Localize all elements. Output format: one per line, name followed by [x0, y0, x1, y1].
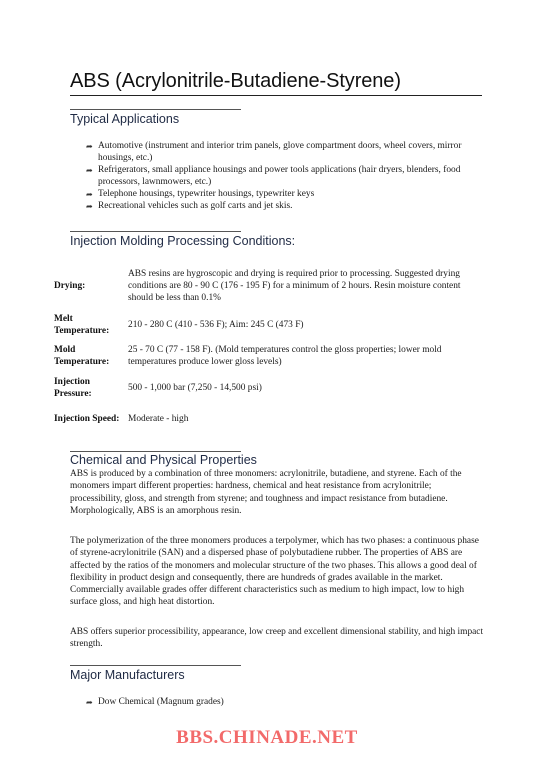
list-item-text: Refrigerators, small appliance housings and power tools applications (hair dryers, blenders, food processors, lawnmowers, etc.): [98, 165, 461, 187]
arrow-bullet-icon: ➦: [86, 202, 93, 211]
condition-label: Injection Pressure:: [54, 377, 92, 399]
condition-value: 500 - 1,000 bar (7,250 - 14,500 psi): [128, 383, 262, 393]
list-item: [86, 200, 486, 212]
list-item-text: Telephone housings, typewriter housings, typewriter keys: [98, 189, 315, 199]
condition-value: ABS resins are hygroscopic and drying is required prior to processing. Suggested drying conditions are 80 - 90 C (176 - 195 F) for a minimum of 2 hours. Resin moisture content should be less than 0.1%: [128, 269, 461, 303]
paragraph: ABS offers superior processibility, appearance, low creep and excellent dimensional stability, and high impact strength.: [70, 627, 484, 650]
document-title: ABS (Acrylonitrile-Butadiene-Styrene): [70, 70, 401, 92]
list-item: [86, 696, 486, 708]
processing-conditions-table: [54, 262, 484, 434]
table-row: [54, 372, 484, 404]
table-row: [54, 340, 484, 372]
condition-label: Mold Temperature:: [54, 345, 110, 367]
watermark-text: BBS.CHINADE.NET: [176, 727, 358, 748]
section-heading-applications: Typical Applications: [70, 112, 180, 126]
list-item: [86, 188, 486, 200]
list-item: [86, 140, 486, 164]
condition-label: Drying:: [54, 281, 86, 291]
table-row: [54, 404, 484, 434]
condition-label: Melt Temperature:: [54, 314, 110, 336]
list-item: [86, 164, 486, 188]
section-rule-processing: [70, 231, 241, 232]
section-rule-applications: [70, 109, 241, 110]
list-item-text: Recreational vehicles such as golf carts and jet skis.: [98, 201, 293, 211]
section-heading-processing: Injection Molding Processing Conditions:: [70, 234, 296, 248]
section-rule-manufacturers: [70, 665, 241, 666]
title-underline: [70, 95, 482, 96]
list-item-text: Automotive (instrument and interior trim panels, glove compartment doors, wheel covers, mirror housings, etc.): [98, 141, 462, 163]
arrow-bullet-icon: ➦: [86, 142, 93, 151]
table-row: [54, 310, 484, 340]
table-row: [54, 262, 484, 310]
condition-value: 210 - 280 C (410 - 536 F); Aim: 245 C (473 F): [128, 320, 304, 330]
section-heading-manufacturers: Major Manufacturers: [70, 668, 185, 682]
arrow-bullet-icon: ➦: [86, 698, 93, 707]
manufacturers-list: [86, 696, 486, 708]
applications-list: [86, 140, 486, 212]
condition-value: 25 - 70 C (77 - 158 F). (Mold temperatures control the gloss properties; lower mold temperatures produce lower gloss levels): [128, 345, 442, 367]
paragraph: ABS is produced by a combination of three monomers: acrylonitrile, butadiene, and styrene. Each of the monomers impart different properties: hardness, chemical and heat resistance from acrylonitrile; processibility, gloss, and strength from styrene; and toughness and impact resistance from butadiene. Morphologically, ABS is an amorphous resin.: [70, 469, 462, 516]
list-item-text: Dow Chemical (Magnum grades): [98, 697, 224, 707]
arrow-bullet-icon: ➦: [86, 190, 93, 199]
section-rule-properties: [70, 451, 241, 452]
condition-label: Injection Speed:: [54, 414, 120, 424]
section-heading-properties: Chemical and Physical Properties: [70, 453, 257, 467]
condition-value: Moderate - high: [128, 414, 189, 424]
paragraph: The polymerization of the three monomers produces a terpolymer, which has two phases: a continuous phase of styrene-acrylonitrile (SAN) and a dispersed phase of polybutadiene rubber. The properties of ABS are affected by the ratios of the monomers and molecular structure of the two phases. This allows a good deal of flexibility in product design and consequently, there are hundreds of grades available in the market. Commercially available grades offer different characteristics such as medium to high impact, low to high surface gloss, and high heat distortion.: [70, 536, 479, 608]
arrow-bullet-icon: ➦: [86, 166, 93, 175]
